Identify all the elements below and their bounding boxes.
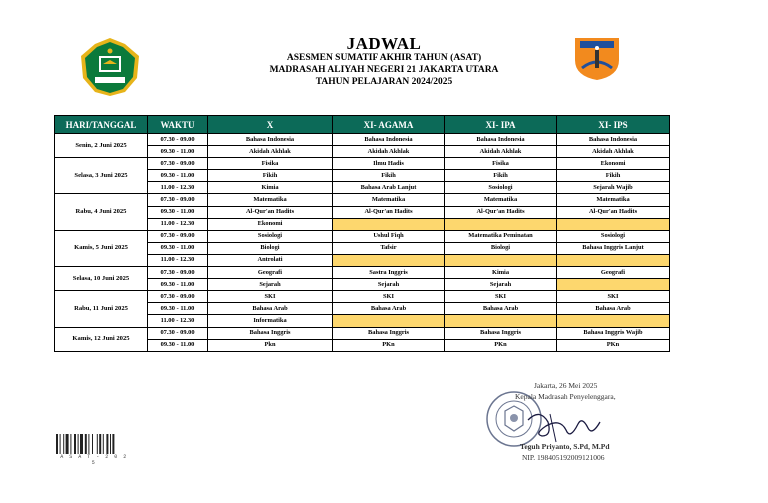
day-cell: Kamis, 12 Juni 2025 [55,327,148,351]
subject-cell-x: SKI [208,291,333,303]
subject-cell-ips: Sejarah Wajib [557,182,670,194]
signature-mark [520,406,620,446]
subject-cell-agama: PKn [333,339,445,351]
subject-cell-ips: SKI [557,291,670,303]
sign-place-date: Jakarta, 26 Mei 2025 [534,381,598,390]
day-cell: Rabu, 4 Juni 2025 [55,194,148,230]
barcode-bar [103,434,104,454]
table-row [55,182,670,194]
subject-cell-x: Ekonomi [208,218,333,230]
subject-cell-agama: Bahasa Arab Lanjut [333,182,445,194]
time-cell: 07.30 - 09.00 [148,194,208,206]
table-row [55,134,670,146]
subject-cell-ips: Bahasa Inggris Lanjut [557,242,670,254]
subject-cell-ips: Fikih [557,170,670,182]
col-header-time: WAKTU [148,116,208,134]
subject-cell-agama: Sastra Inggris [333,267,445,279]
subject-cell-ipa: Matematika Peminatan [445,230,557,242]
subject-cell-agama: Bahasa Arab [333,303,445,315]
subject-cell-ipa: Fikih [445,170,557,182]
barcode-bar [92,434,93,454]
subject-cell-agama [333,315,445,327]
sign-nip: NIP. 198405192009121006 [522,453,605,462]
subject-cell-ipa [445,315,557,327]
subject-cell-ips: Bahasa Arab [557,303,670,315]
time-cell: 07.30 - 09.00 [148,267,208,279]
subject-cell-ips: Al-Qur'an Hadits [557,206,670,218]
barcode-bar [110,434,111,454]
subject-cell-x: Akidah Akhlak [208,146,333,158]
barcode-bar [63,434,64,454]
time-cell: 11.00 - 12.30 [148,315,208,327]
subject-cell-ips [557,218,670,230]
time-cell: 11.00 - 12.30 [148,218,208,230]
subject-cell-ipa: Bahasa Inggris [445,327,557,339]
day-cell: Kamis, 5 Juni 2025 [55,230,148,266]
subject-cell-ipa: Bahasa Indonesia [445,134,557,146]
time-cell: 09.30 - 11.00 [148,242,208,254]
subject-cell-x: Antrolati [208,254,333,266]
table-row [55,279,670,291]
table-row [55,267,670,279]
time-cell: 11.00 - 12.30 [148,182,208,194]
day-cell: Selasa, 10 Juni 2025 [55,267,148,291]
doc-subtitle-1: ASESMEN SUMATIF AKHIR TAHUN (ASAT) [286,53,482,63]
subject-cell-ips [557,315,670,327]
time-cell: 09.30 - 11.00 [148,146,208,158]
time-cell: 11.00 - 12.30 [148,254,208,266]
time-cell: 09.30 - 11.00 [148,206,208,218]
subject-cell-agama: Ushul Fiqh [333,230,445,242]
time-cell: 07.30 - 09.00 [148,230,208,242]
subject-cell-ips: PKn [557,339,670,351]
subject-cell-x: Kimia [208,182,333,194]
col-header-ipa: XI- IPA [445,116,557,134]
subject-cell-ipa: Akidah Akhlak [445,146,557,158]
subject-cell-x: Pkn [208,339,333,351]
subject-cell-ipa: Sejarah [445,279,557,291]
table-row [55,146,670,158]
table-row [55,242,670,254]
barcode-bar [85,434,87,454]
subject-cell-x: Bahasa Arab [208,303,333,315]
subject-cell-ipa: Matematika [445,194,557,206]
subject-cell-agama: SKI [333,291,445,303]
subject-cell-ipa [445,218,557,230]
table-row [55,315,670,327]
col-header-ips: XI- IPS [557,116,670,134]
col-header-day: HARI/TANGGAL [55,116,148,134]
subject-cell-ips: Bahasa Inggris Wajib [557,327,670,339]
schedule-body [55,134,670,352]
subject-cell-agama: Tafsir [333,242,445,254]
barcode-bar [99,434,101,454]
barcode-bar [56,434,58,454]
barcode-bar [70,434,71,454]
time-cell: 07.30 - 09.00 [148,134,208,146]
subject-cell-agama: Matematika [333,194,445,206]
subject-cell-x: Matematika [208,194,333,206]
time-cell: 09.30 - 11.00 [148,170,208,182]
table-row [55,158,670,170]
time-cell: 09.30 - 11.00 [148,303,208,315]
doc-subtitle-2: MADRASAH ALIYAH NEGERI 21 JAKARTA UTARA [269,65,499,75]
subject-cell-ipa: SKI [445,291,557,303]
barcode [56,434,132,454]
table-row [55,303,670,315]
subject-cell-agama [333,218,445,230]
day-cell: Selasa, 3 Juni 2025 [55,158,148,194]
subject-cell-x: Fisika [208,158,333,170]
subject-cell-ipa: Kimia [445,267,557,279]
time-cell: 09.30 - 11.00 [148,279,208,291]
col-header-x: X [208,116,333,134]
barcode-number: A S A T - 2 0 2 5 [60,454,128,466]
subject-cell-x: Informatika [208,315,333,327]
subject-cell-x: Bahasa Inggris [208,327,333,339]
subject-cell-x: Biologi [208,242,333,254]
subject-cell-agama: Bahasa Indonesia [333,134,445,146]
table-row [55,194,670,206]
subject-cell-x: Sosiologi [208,230,333,242]
subject-cell-agama [333,254,445,266]
table-row [55,218,670,230]
barcode-bar [78,434,79,454]
subject-cell-agama: Al-Qur'an Hadits [333,206,445,218]
barcode-bar [66,434,69,454]
subject-cell-agama: Sejarah [333,279,445,291]
subject-cell-ips: Bahasa Indonesia [557,134,670,146]
sign-role: Kepala Madrasah Penyelenggara, [515,392,616,401]
subject-cell-ipa: Bahasa Arab [445,303,557,315]
sign-name: Teguh Priyanto, S.Pd, M.Pd [520,442,610,451]
subject-cell-agama: Akidah Akhlak [333,146,445,158]
schedule-table [54,115,670,352]
subject-cell-ipa: Fisika [445,158,557,170]
table-header-row [55,116,670,134]
barcode-bar [112,434,114,454]
table-row [55,291,670,303]
subject-cell-ipa: Al-Qur'an Hadits [445,206,557,218]
subject-cell-ips: Ekonomi [557,158,670,170]
table-row [55,170,670,182]
subject-cell-x: Bahasa Indonesia [208,134,333,146]
subject-cell-ips: Sosiologi [557,230,670,242]
subject-cell-ips: Akidah Akhlak [557,146,670,158]
barcode-bar [106,434,108,454]
subject-cell-x: Geografi [208,267,333,279]
col-header-agama: XI- AGAMA [333,116,445,134]
subject-cell-ips [557,279,670,291]
day-cell: Senin, 2 Juni 2025 [55,134,148,158]
subject-cell-ips [557,254,670,266]
barcode-bar [60,434,61,454]
subject-cell-ipa: PKn [445,339,557,351]
subject-cell-agama: Bahasa Inggris [333,327,445,339]
subject-cell-ips: Geografi [557,267,670,279]
doc-subtitle-3: TAHUN PELAJARAN 2024/2025 [315,77,453,87]
time-cell: 07.30 - 09.00 [148,291,208,303]
doc-title: JADWAL [346,34,422,53]
subject-cell-ips: Matematika [557,194,670,206]
time-cell: 07.30 - 09.00 [148,327,208,339]
subject-cell-agama: Ilmu Hadis [333,158,445,170]
subject-cell-agama: Fikih [333,170,445,182]
subject-cell-x: Fikih [208,170,333,182]
table-row [55,327,670,339]
time-cell: 09.30 - 11.00 [148,339,208,351]
table-row [55,230,670,242]
day-cell: Rabu, 11 Juni 2025 [55,291,148,327]
table-row [55,254,670,266]
subject-cell-x: Al-Qur'an Hadits [208,206,333,218]
time-cell: 07.30 - 09.00 [148,158,208,170]
table-row [55,206,670,218]
table-row [55,339,670,351]
barcode-bar [80,434,83,454]
barcode-bar [74,434,76,454]
subject-cell-ipa [445,254,557,266]
subject-cell-ipa: Biologi [445,242,557,254]
subject-cell-x: Sejarah [208,279,333,291]
barcode-bar [97,434,98,454]
barcode-bar [88,434,89,454]
subject-cell-ipa: Sosiologi [445,182,557,194]
